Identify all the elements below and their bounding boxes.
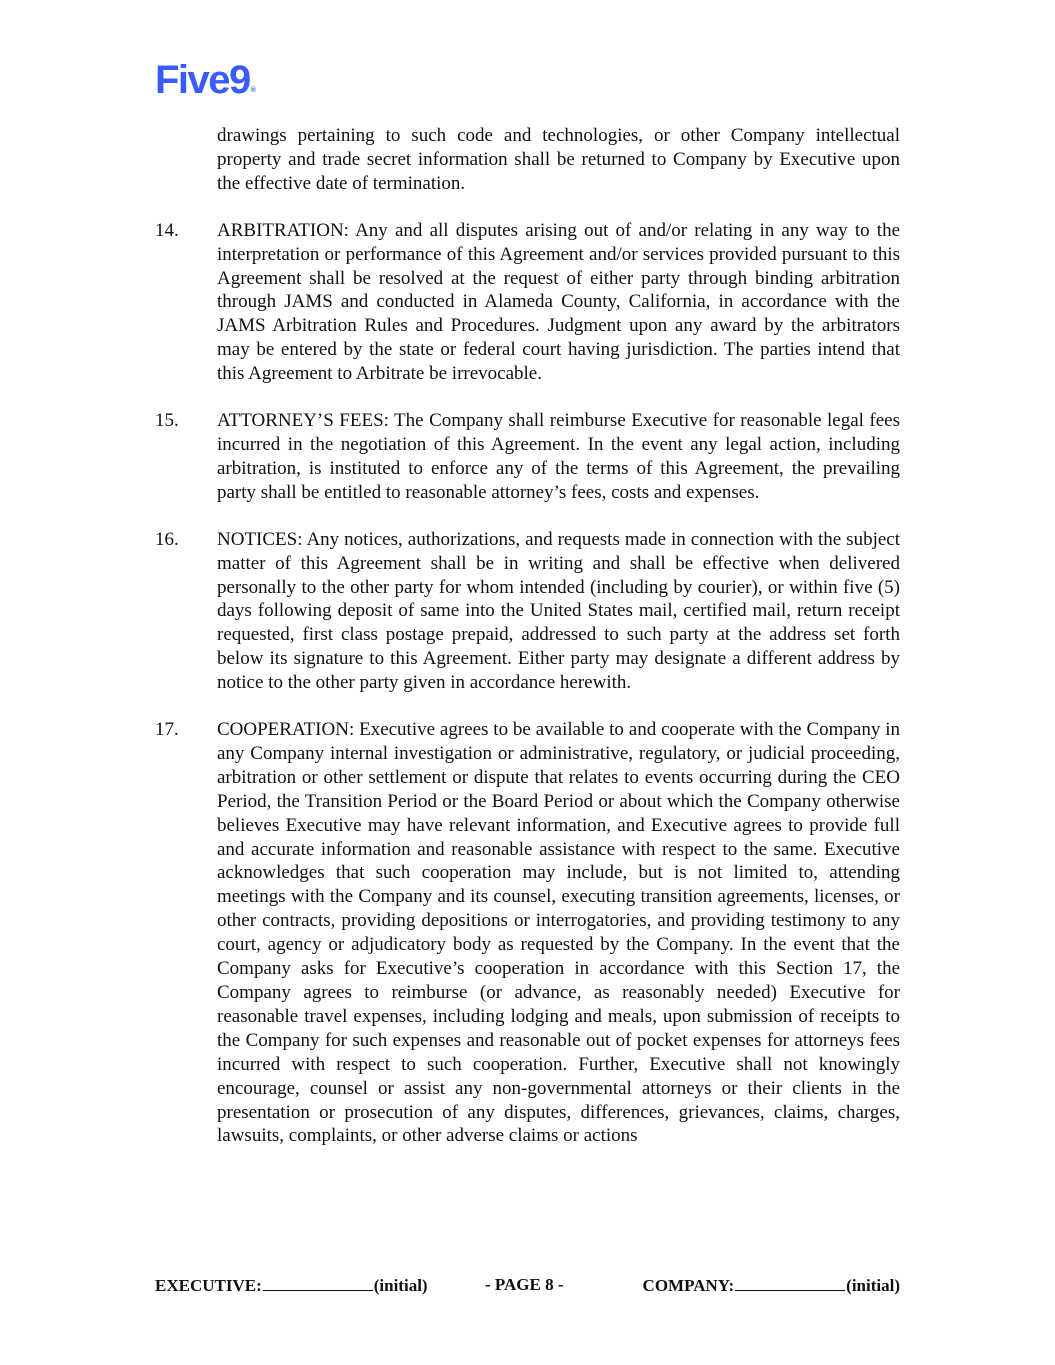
company-initial-field [643,1275,900,1296]
section-text: NOTICES: Any notices, authorizations, and requests made in connection with the subject matter of this Agreement shall be in writing and shall be effective when delivered personally to the other party for whom intended (including by courier), or within five (5) days following deposit of same into the United States mail, certified mail, return receipt requested, first class postage prepaid, addressed to such party at the address set forth below its signature to this Agreement. Either party may designate a different address by notice to the other party given in accordance herewith. [217,528,900,694]
page-number: - PAGE 8 - [485,1275,564,1294]
section-16-notices [155,528,900,695]
registered-mark: ® [250,87,256,94]
section-15-attorneys-fees [155,409,900,505]
document-body [155,124,900,1171]
company-initial-blank [735,1275,845,1291]
section-number: 14. [155,219,179,241]
section-17-cooperation [155,718,900,1148]
section-text: ARBITRATION: Any and all disputes arising out of and/or relating in any way to the interpretation or performance of this Agreement and/or services provided pursuant to this Agreement shall be resolved at the request of either party through binding arbitration through JAMS and conducted in Alameda County, California, in accordance with the JAMS Arbitration Rules and Procedures. Judgment upon any award by the arbitrators may be entered by the state or federal court having jurisdiction. The parties intend that this Agreement to Arbitrate be irrevocable. [217,219,900,385]
section-14-arbitration [155,219,900,386]
executive-initial-blank [263,1275,373,1291]
section-text: COOPERATION: Executive agrees to be available to and cooperate with the Company in any Company internal investigation or administrative, regulatory, or judicial proceeding, arbitration or other settlement or dispute that relates to events occurring during the CEO Period, the Transition Period or the Board Period or about which the Company otherwise believes Executive may have relevant information, and Executive agrees to provide full and accurate information and reasonable assistance with respect to the same. Executive acknowledges that such cooperation may include, but is not limited to, attending meetings with the Company and its counsel, executing transition agreements, licenses, or other contracts, providing depositions or interrogatories, and providing testimony to any court, agency or adjudicatory body as requested by the Company. In the event that the Company asks for Executive’s cooperation in accordance with this Section 17, the Company agrees to reimburse (or advance, as reasonably needed) Executive for reasonable travel expenses, including lodging and meals, upon submission of receipts to the Company for such expenses and reasonable out of pocket expenses for attorneys fees incurred with respect to such cooperation. Further, Executive shall not knowingly encourage, counsel or assist any non-governmental attorneys or their clients in the presentation or prosecution of any disputes, differences, grievances, claims, charges, lawsuits, complaints, or other adverse claims or actions [217,719,900,1147]
section-number: 17. [155,719,179,741]
logo-text: Five9 [155,58,250,102]
company-logo [155,56,256,115]
company-label: COMPANY: [642,1276,735,1295]
executive-initial-field [155,1275,428,1296]
section-number: 15. [155,410,179,432]
section-text: ATTORNEY’S FEES: The Company shall reimburse Executive for reasonable legal fees incurred in the negotiation of this Agreement. In the event any legal action, including arbitration, is instituted to enforce any of the terms of this Agreement, the prevailing party shall be entitled to reasonable attorney’s fees, costs and expenses. [217,410,900,503]
section-number: 16. [155,528,179,550]
executive-initial-suffix: (initial) [373,1276,428,1295]
executive-label: EXECUTIVE: [155,1276,262,1295]
continued-paragraph: drawings pertaining to such code and technologies, or other Company intellectual property and trade secret information shall be returned to Company by Executive upon the effective date of termination. [217,125,900,194]
company-initial-suffix: (initial) [846,1276,900,1295]
